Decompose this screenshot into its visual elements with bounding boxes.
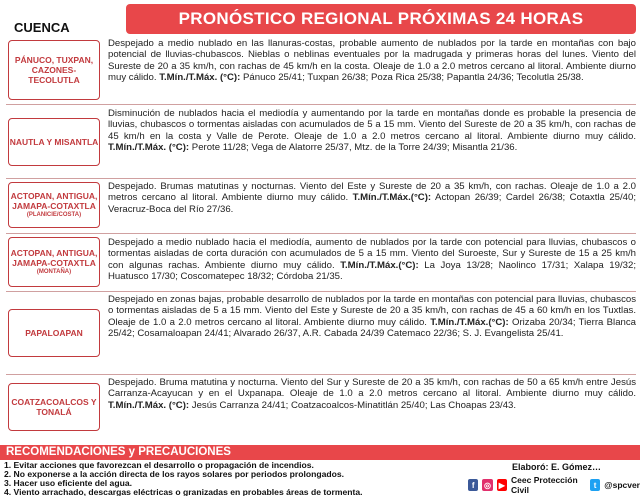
divider: [6, 374, 636, 375]
divider: [6, 291, 636, 292]
list-item: 4. Viento arrachado, descargas eléctricas o granizadas en probables áreas de tormenta.: [4, 486, 363, 496]
divider: [6, 104, 636, 105]
region-label: PAPALOAPAN: [8, 309, 100, 357]
forecast-text: Despejado a medio nublado hacia el mediodía, aumento de nublados por la tarde con potencial para lluvias, chubascos o tormentas aisladas de corta duración con acumulados de 5 a 15 mm. Viento del Suroeste, Sur y Sureste de 15 a 25 km/h con algunas rachas. Ambiente diurno muy cálido. T.Mín./T.Máx.(°C): La Joya 13/28; Naolinco 17/31; Xalapa 19/32; Huatusco 17/30; Coscomatepec 18/32; Córdoba 21/35.: [108, 237, 636, 282]
author-credit: Elaboró: E. Gómez…: [512, 462, 602, 472]
org-name: Ceec Protección Civil: [511, 475, 578, 495]
instagram-icon[interactable]: ◎: [484, 480, 491, 490]
region-label: COATZACOALCOS Y TONALÁ: [8, 383, 100, 431]
forecast-text: Despejado a medio nublado en las llanuras-costas, probable aumento de nublados por la tarde en montañas con bajo potencial de lluvias-chubascos. Nieblas o neblinas eventuales por la madrugada y primeras horas del lunes. Viento del Sureste de 20 a 35 km/h, con rachas de 45 km/h en la costa. Oleaje de 1.0 a 2.0 metros cercano al litoral. Ambiente diurno muy cálido. T.Mín./T.Máx. (°C): Pánuco 25/41; Tuxpan 26/38; Poza Rica 25/38; Papantla 24/36; Tecolutla 25/38.: [108, 38, 636, 83]
twitter-icon[interactable]: t: [590, 479, 600, 491]
forecast-text: Despejado. Bruma matutina y nocturna. Viento del Sur y Sureste de 20 a 35 km/h, con rachas de 50 a 65 km/h entre Jesús Carranza-Acayucan y en el Uxpanapa. Oleaje de 1.0 a 2.0 metros cercano al litoral. Ambiente diurno muy cálido. T.Mín./T.Máx. (°C): Jesús Carranza 24/41; Coatzacoalcos-Minatitlán 25/40; Las Choapas 23/43.: [108, 377, 636, 411]
list-item: 3. Hacer uso eficiente del agua.: [4, 477, 132, 488]
forecast-row: [6, 181, 636, 229]
list-item: 1. Evitar acciones que favorezcan el desarrollo o propagación de incendios.: [4, 460, 314, 470]
recommendations-title: RECOMENDACIONES y PRECAUCIONES: [6, 446, 231, 458]
region-label: ACTOPAN, ANTIGUA, JAMAPA-COTAXTLA (PLANICIE/COSTA): [8, 182, 100, 228]
forecast-text: Despejado. Brumas matutinas y nocturnas. Viento del Este y Sureste de 20 a 35 km/h, con rachas. Oleaje de 1.0 a 2.0 metros cercano al litoral. Ambiente diurno muy cálido. T.Mín./T.Máx.(°C): Actopan 26/39; Cardel 26/38; Cotaxtla 25/40; Veracruz-Boca del Río 27/36.: [108, 181, 636, 215]
forecast-row: [6, 237, 636, 287]
cuenca-label: CUENCA: [14, 20, 70, 35]
list-item: 2. No exponerse a la acción directa de los rayos solares por periodos prolongados.: [4, 468, 345, 479]
facebook-icon[interactable]: f: [468, 479, 478, 491]
recommendations-list: [4, 461, 363, 496]
header-banner: [126, 4, 636, 34]
region-label: NAUTLA Y MISANTLA: [8, 118, 100, 166]
forecast-text: Despejado en zonas bajas, probable desarrollo de nublados por la tarde en montañas con potencial para lluvias, chubascos o tormentas aisladas de 5 a 15 mm. Viento del Este y Sureste de 20 a 35 km/h, con rachas de 45 a 60 km/h en los Tuxtlas. Oleaje de 1.0 a 2.0 metros cercano al litoral. Ambiente diurno muy cálido. T.Mín./T.Máx.(°C): Orizaba 20/34; Tierra Blanca 25/42; Cosamaloapan 24/41; Alvarado 26/37, A.R. Cabada 24/39 Catemaco 22/36; S. J. Evangelista 25/41.: [108, 294, 636, 339]
forecast-row: [6, 294, 636, 372]
recommendations-banner: [0, 445, 640, 460]
forecast-row: [6, 108, 636, 176]
region-label: ACTOPAN, ANTIGUA, JAMAPA-COTAXTLA (MONTAÑA): [8, 237, 100, 287]
forecast-row: [6, 38, 636, 102]
divider: [6, 233, 636, 234]
social-handle[interactable]: @spcver: [604, 480, 640, 490]
page-title: PRONÓSTICO REGIONAL PRÓXIMAS 24 HORAS: [178, 9, 584, 28]
youtube-icon[interactable]: ▶: [497, 479, 507, 491]
forecast-text: Disminución de nublados hacia el mediodía y aumentando por la tarde en montañas donde es probable la presencia de lluvias, chubascos o tormentas aisladas con acumulados de 5 a 15 mm. Viento del Sureste de 20 a 35 km/h, con rachas de 45 km/h en la costa y Valle de Perote. Oleaje de 1.0 a 2.0 metros cercano al litoral. Ambiente diurno muy cálido. T.Mín./T.Máx. (°C): Perote 11/28; Vega de Alatorre 25/37, Mtz. de la Torre 24/39; Misantla 21/36.: [108, 108, 636, 153]
footer-social: [468, 475, 640, 495]
divider: [6, 178, 636, 179]
region-label: PÁNUCO, TUXPAN, CAZONES-TECOLUTLA: [8, 40, 100, 100]
forecast-row: [6, 377, 636, 437]
